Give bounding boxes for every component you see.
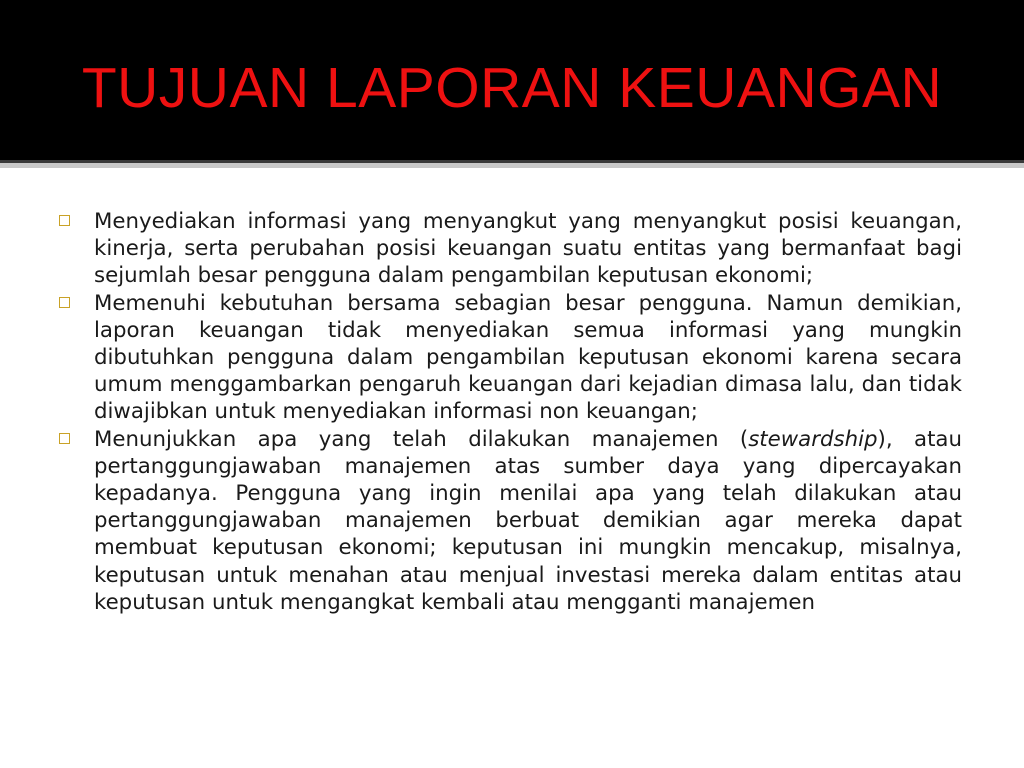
bullet-text-3-before: Menunjukkan apa yang telah dilakukan manajemen (: [94, 426, 749, 452]
bullet-text-3-after: ), atau pertanggungjawaban manajemen atas sumber daya yang dipercayakan kepadanya. Pengguna yang ingin menilai apa yang telah dilakukan atau pertanggungjawaban manajemen berbuat demikian agar mereka dapat membuat keputusan ekonomi; keputusan ini mungkin mencakup, misalnya, keputusan untuk menahan atau menjual investasi mereka dalam entitas atau keputusan untuk mengangkat kembali atau mengganti manajemen: [94, 426, 962, 615]
bullet-text-2: Memenuhi kebutuhan bersama sebagian besar pengguna. Namun demikian, laporan keuangan tidak menyediakan semua informasi yang mungkin dibutuhkan pengguna dalam pengambilan keputusan ekonomi karena secara umum menggambarkan pengaruh keuangan dari kejadian dimasa lalu, dan tidak diwajibkan untuk menyediakan informasi non keuangan;: [94, 290, 962, 425]
bullet-text-1: Menyediakan informasi yang menyangkut yang menyangkut posisi keuangan, kinerja, serta perubahan posisi keuangan suatu entitas yang bermanfaat bagi sejumlah besar pengguna dalam pengambilan keputusan ekonomi;: [94, 209, 962, 289]
hollow-square-bullet-icon: [59, 215, 70, 226]
bullet-item-3: [54, 426, 962, 616]
bullet-text-3-emphasis: stewardship: [748, 426, 878, 452]
hollow-square-bullet-icon: [59, 297, 70, 308]
slide-title: TUJUAN LAPORAN KEUANGAN: [81, 56, 943, 120]
title-band: [0, 0, 1024, 160]
bullet-item-2: [54, 290, 962, 426]
bullet-item-1: [54, 208, 962, 290]
content-area: [0, 168, 1024, 768]
bullet-list: [54, 208, 962, 616]
hollow-square-bullet-icon: [59, 433, 70, 444]
